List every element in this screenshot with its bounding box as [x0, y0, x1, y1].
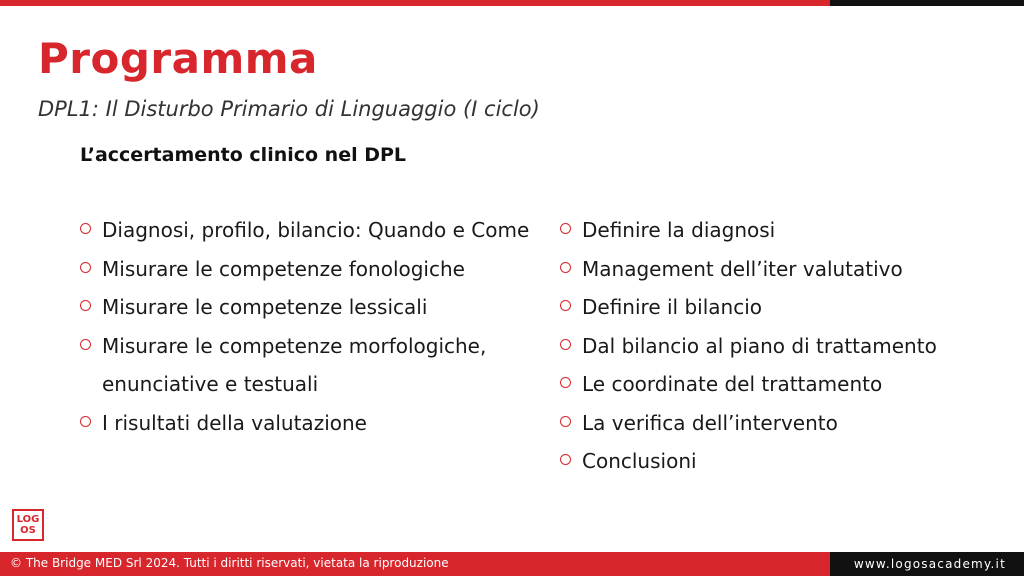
circle-bullet-icon [560, 223, 571, 234]
logos-logo [12, 509, 44, 541]
circle-bullet-icon [80, 416, 91, 427]
list-item [560, 250, 1020, 289]
list-item-text: Definire la diagnosi [582, 218, 776, 242]
circle-bullet-icon [80, 262, 91, 273]
section-heading: L’accertamento clinico nel DPL [80, 144, 407, 166]
list-item-text: Conclusioni [582, 449, 697, 473]
footer-website-link[interactable]: www.logosacademy.it [830, 552, 1024, 576]
list-item-text: La verifica dell’intervento [582, 410, 838, 435]
top-dark-bar [830, 0, 1024, 6]
list-item-text: Diagnosi, profilo, bilancio: Quando e Come [102, 218, 530, 242]
list-item [560, 288, 1020, 327]
list-item-text: Misurare le competenze fonologiche [102, 256, 465, 281]
list-item [80, 404, 535, 443]
list-item [80, 327, 535, 404]
list-item-text: Definire il bilancio [582, 295, 762, 319]
list-item [560, 442, 1020, 481]
topics-list-right [560, 211, 1020, 481]
circle-bullet-icon [80, 300, 91, 311]
circle-bullet-icon [80, 339, 91, 350]
circle-bullet-icon [560, 262, 571, 273]
footer-copyright: © The Bridge MED Srl 2024. Tutti i diritti riservati, vietata la riproduzione [0, 552, 830, 576]
list-item [80, 211, 535, 250]
list-item-text: Misurare le competenze morfologiche, enunciative e testuali [102, 333, 487, 396]
list-item-text: I risultati della valutazione [102, 410, 367, 435]
list-item [560, 404, 1020, 443]
logo-line-2: OS [20, 525, 36, 536]
circle-bullet-icon [560, 454, 571, 465]
logo-line-1: LOG [16, 514, 40, 525]
circle-bullet-icon [80, 223, 91, 234]
list-item-text: Misurare le competenze lessicali [102, 295, 428, 319]
list-item [560, 365, 1020, 404]
list-item [560, 327, 1020, 366]
list-item-text: Dal bilancio al piano di trattamento [582, 333, 937, 358]
circle-bullet-icon [560, 377, 571, 388]
page-title: Programma [38, 34, 318, 83]
circle-bullet-icon [560, 339, 571, 350]
topics-list-left [80, 211, 535, 442]
list-item-text: Management dell’iter valutativo [582, 256, 903, 281]
circle-bullet-icon [560, 416, 571, 427]
list-item [80, 288, 535, 327]
circle-bullet-icon [560, 300, 571, 311]
top-accent-bar [0, 0, 830, 6]
list-item-text: Le coordinate del trattamento [582, 372, 883, 396]
page-subtitle: DPL1: Il Disturbo Primario di Linguaggio (I ciclo) [38, 97, 540, 121]
list-item [80, 250, 535, 289]
list-item [560, 211, 1020, 250]
